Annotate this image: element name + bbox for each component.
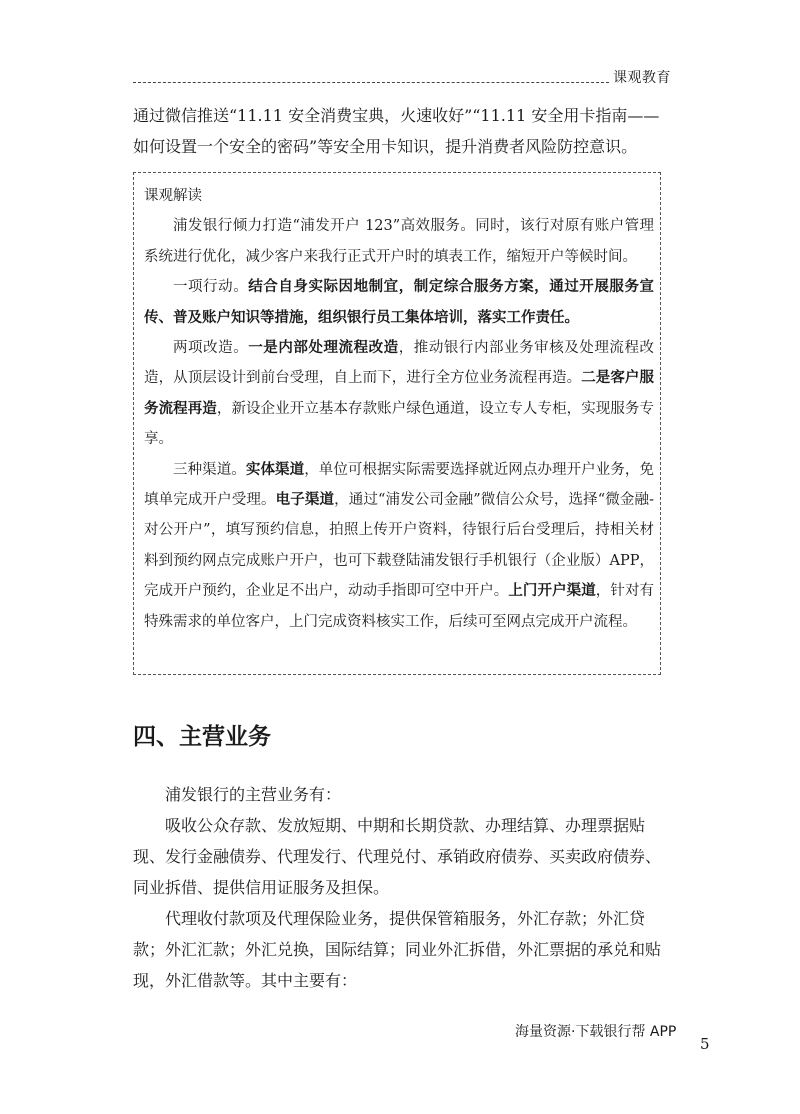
box-p3-text-2: ，新设企业开立基本存款账户绿色通道，设立专人专柜，实现服务专享。 — [144, 400, 655, 448]
page-header — [133, 66, 671, 88]
footer-promo: 海量资源·下载银行帮 APP — [515, 1024, 677, 1040]
box-p3-bold-2: 二是客户服务流程再造 — [144, 369, 654, 417]
box-title: 课观解读 — [144, 188, 202, 204]
section-paragraph-3: 代理收付款项及代理保险业务，提供保管箱服务，外汇存款；外汇贷款；外汇汇款；外汇兑换，国际结算；同业外汇拆借，外汇票据的承兑和贴现，外汇借款等。其中主要有： — [133, 909, 662, 990]
box-p4-bold-1: 实体渠道 — [245, 460, 305, 478]
box-paragraph-4 — [144, 455, 654, 637]
box-p4-bold-2: 电子渠道 — [275, 491, 335, 509]
box-paragraph-2 — [144, 272, 654, 333]
intro-paragraph: 通过微信推送“11.11 安全消费宝典，火速收好”“11.11 安全用卡指南——如何设置一个安全的密码”等安全用卡知识，提升消费者风险防控意识。 — [133, 106, 660, 156]
box-p4-lead: 三种渠道。 — [173, 461, 246, 478]
box-p3-text-1: ，推动银行内部业务审核及处理流程改造，从顶层设计到前台受理，自上而下，进行全方位业务流程再造。 — [144, 340, 655, 387]
box-p2-bold: 结合自身实际因地制宜，制定综合服务方案，通过开展服务宣传、普及账户知识等措施，组织银行员工集体培训，落实工作责任。 — [144, 278, 655, 326]
interpretation-box — [133, 172, 661, 675]
section-paragraph-2: 吸收公众存款、发放短期、中期和长期贷款、办理结算、办理票据贴现、发行金融债券、代理发行、代理兑付、承销政府债券、买卖政府债券、同业拆借、提供信用证服务及担保。 — [133, 816, 662, 897]
header-brand: 课观教育 — [613, 70, 671, 86]
box-p4-text-1: ，单位可根据实际需要选择就近网点办理开户业务，免填单完成开户受理。 — [144, 461, 654, 509]
box-p3-lead: 两项改造。 — [173, 340, 249, 357]
box-p1-text: 浦发银行倾力打造“浦发开户 123”高效服务。同时，该行对原有账户管理系统进行优化，减少客户来我行正式开户时的填表工作，缩短开户等候时间。 — [144, 218, 654, 265]
box-p2-lead: 一项行动。 — [173, 279, 249, 296]
header-dashed-rule — [133, 72, 609, 83]
box-p4-text-3: ，针对有特殊需求的单位客户，上门完成资料核实工作，后续可至网点完成开户流程。 — [144, 583, 655, 630]
box-paragraph-1 — [144, 211, 654, 272]
section-paragraph-1: 浦发银行的主营业务有： — [165, 785, 342, 804]
box-paragraph-3 — [144, 333, 654, 455]
page-number: 5 — [700, 1035, 710, 1053]
box-p4-text-2: ，通过“浦发公司金融”微信公众号，选择“微金融-对公开户”，填写预约信息，拍照上传开户资料，待银行后台受理后，持相关材料到预约网点完成账户开户，也可下载登陆浦发银行手机银行（企业版）APP，完成开户预约，企业足不出户，动动手指即可空中开户。 — [144, 492, 654, 600]
box-p3-bold-1: 一是内部处理流程改造 — [248, 339, 399, 357]
box-p4-bold-3: 上门开户渠道 — [508, 582, 596, 600]
section-title: 四、主营业务 — [133, 723, 271, 750]
